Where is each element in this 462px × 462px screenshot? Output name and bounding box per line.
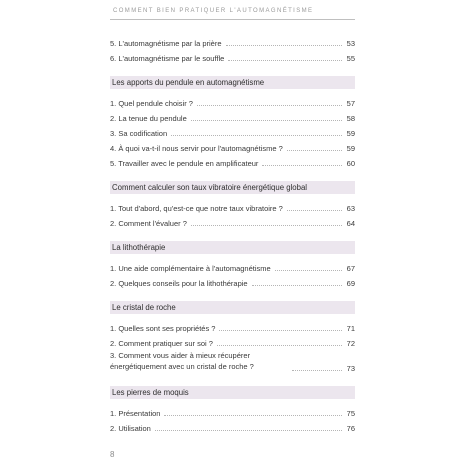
toc-entry-page: 73 [346, 363, 355, 373]
dot-leader [262, 165, 342, 166]
toc-entry[interactable] [110, 258, 355, 273]
toc-entry[interactable] [110, 348, 355, 373]
toc-entry[interactable] [110, 418, 355, 433]
toc-entry[interactable] [110, 153, 355, 168]
dot-leader [219, 330, 342, 331]
toc-entry-page: 67 [346, 264, 355, 273]
toc-entry-title: 5. Travailler avec le pendule en amplificateur [110, 159, 259, 168]
toc-entry[interactable] [110, 123, 355, 138]
dot-leader [226, 45, 343, 46]
section-heading[interactable]: Les pierres de moquis [110, 386, 355, 399]
toc-entry-page: 58 [346, 114, 355, 123]
toc-entry-title: 1. Quel pendule choisir ? [110, 99, 193, 108]
section-heading[interactable]: Comment calculer son taux vibratoire énergétique global [110, 181, 355, 194]
toc-entry-page: 60 [346, 159, 355, 168]
toc-entry-title: 2. Comment pratiquer sur soi ? [110, 339, 213, 348]
toc-entry[interactable] [110, 93, 355, 108]
dot-leader [287, 150, 342, 151]
dot-leader [155, 430, 342, 431]
toc-entry[interactable] [110, 198, 355, 213]
toc-entry-page: 76 [346, 423, 355, 433]
toc-section-pierres-de-moquis [110, 386, 355, 433]
toc-entry[interactable] [110, 108, 355, 123]
toc-section-lithotherapie [110, 241, 355, 288]
toc-entry-page: 59 [346, 144, 355, 153]
toc-entry-title: 1. Une aide complémentaire à l'automagnétisme [110, 264, 271, 273]
section-heading[interactable]: La lithothérapie [110, 241, 355, 254]
running-header: COMMENT BIEN PRATIQUER L'AUTOMAGNÉTISME [113, 8, 314, 14]
toc-entry[interactable] [110, 333, 355, 348]
toc-entry-page: 59 [346, 129, 355, 138]
toc-entry-title: 3. Sa codification [110, 129, 168, 138]
dot-leader [292, 370, 342, 371]
toc-section-pendule [110, 76, 355, 168]
toc-entry[interactable] [110, 318, 355, 333]
toc-entry-title: 1. Quelles sont ses propriétés ? [110, 324, 216, 333]
toc-entry[interactable] [110, 403, 355, 418]
toc-entry-title: 1. Présentation [110, 408, 161, 418]
dot-leader [191, 225, 342, 226]
dot-leader [197, 105, 342, 106]
toc-entry-page: 63 [346, 204, 355, 213]
dot-leader [287, 210, 342, 211]
toc-entry-page: 71 [346, 324, 355, 333]
dot-leader [228, 60, 342, 61]
dot-leader [275, 270, 342, 271]
toc-entry[interactable] [110, 213, 355, 228]
dot-leader [191, 120, 342, 121]
toc-lead-entries [110, 33, 355, 63]
toc-entry-title: 5. L'automagnétisme par la prière [110, 39, 222, 48]
dot-leader [171, 135, 342, 136]
toc-entry[interactable] [110, 33, 355, 48]
toc-entry-page: 55 [346, 54, 355, 63]
toc-entry[interactable] [110, 273, 355, 288]
toc-entry-page: 72 [346, 339, 355, 348]
page-number: 8 [110, 450, 115, 459]
dot-leader [252, 285, 342, 286]
toc-section-taux-vibratoire [110, 181, 355, 228]
toc-section-cristal-de-roche [110, 301, 355, 373]
toc-entry[interactable] [110, 138, 355, 153]
dot-leader [164, 415, 342, 416]
toc-entry-title: 2. La tenue du pendule [110, 114, 187, 123]
toc-entry-title: 4. À quoi va-t-il nous servir pour l'automagnétisme ? [110, 144, 283, 153]
section-heading[interactable]: Le cristal de roche [110, 301, 355, 314]
toc-entry-page: 64 [346, 219, 355, 228]
toc-entry-title: 6. L'automagnétisme par le souffle [110, 54, 225, 63]
toc-entry-title: 2. Comment l'évaluer ? [110, 219, 187, 228]
toc-entry-title: 3. Comment vous aider à mieux récupérer énergétiquement avec un cristal de roche ? [110, 351, 254, 371]
section-heading[interactable]: Les apports du pendule en automagnétisme [110, 76, 355, 89]
toc-entry-page: 69 [346, 279, 355, 288]
header-rule [110, 19, 355, 20]
table-of-contents [110, 33, 355, 433]
toc-entry[interactable] [110, 48, 355, 63]
toc-entry-page: 53 [346, 39, 355, 48]
toc-entry-title: 1. Tout d'abord, qu'est-ce que notre taux vibratoire ? [110, 204, 283, 213]
toc-entry-title: 2. Quelques conseils pour la lithothérapie [110, 279, 248, 288]
toc-entry-page: 57 [346, 99, 355, 108]
toc-entry-page: 75 [346, 408, 355, 418]
toc-entry-title: 2. Utilisation [110, 423, 151, 433]
dot-leader [217, 345, 342, 346]
